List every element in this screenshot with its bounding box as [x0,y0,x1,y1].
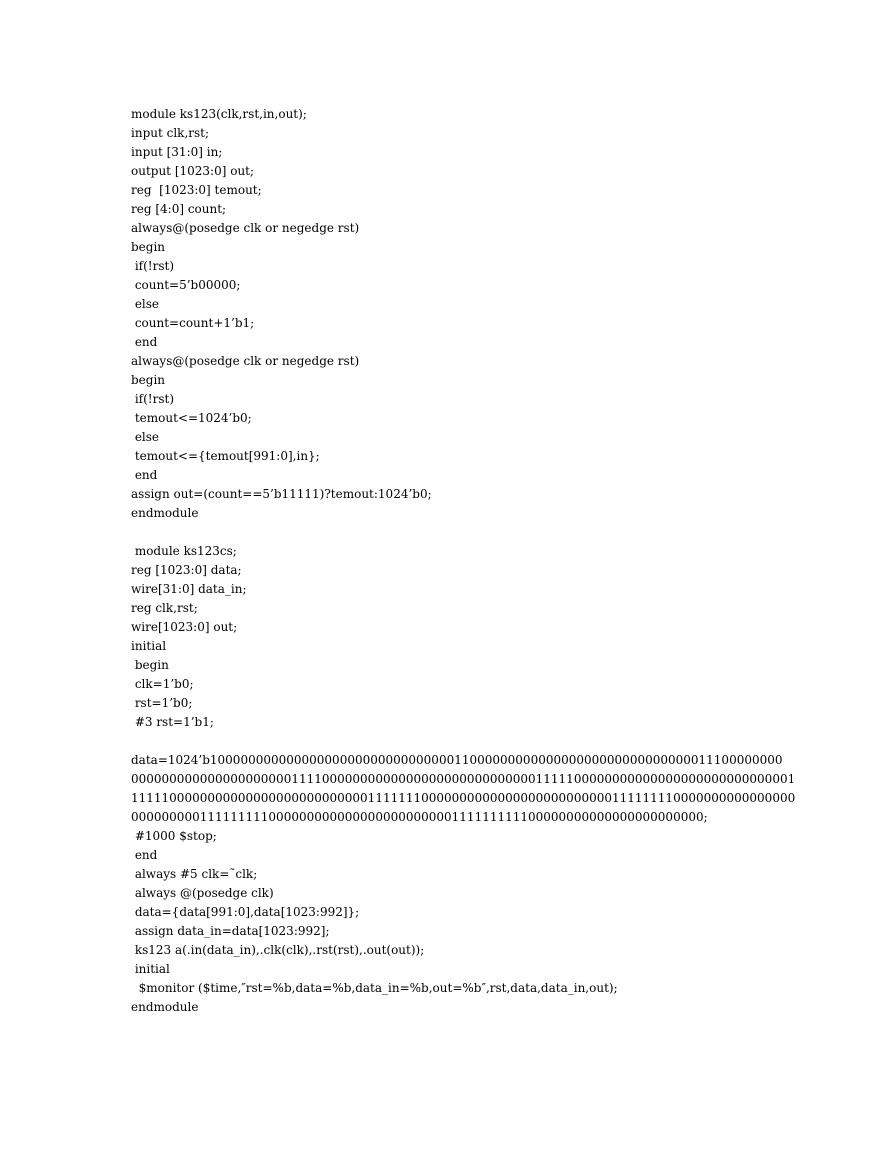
code-line: #3 rst=1’b1; [131,715,214,729]
code-line: 111110000000000000000000000000011111110000000000000000000000000111111110000000000000000 [131,791,796,805]
code-line: assign data_in=data[1023:992]; [131,924,330,938]
code-line: if(!rst) [131,392,174,406]
code-line: clk=1’b0; [131,677,194,691]
code-line: output [1023:0] out; [131,164,255,178]
code-line: always #5 clk=˜clk; [131,867,258,881]
code-line: wire[31:0] data_in; [131,582,247,596]
code-line: temout<=1024’b0; [131,411,252,425]
code-line: initial [131,639,167,653]
code-line: reg clk,rst; [131,601,198,615]
code-line: 000000000111111111000000000000000000000000111111111100000000000000000000000; [131,810,708,824]
code-line: module ks123cs; [131,544,237,558]
code-line: input clk,rst; [131,126,210,140]
code-line: assign out=(count==5’b11111)?temout:1024’b0; [131,487,432,501]
code-line: 000000000000000000000111100000000000000000000000000001111100000000000000000000000000001 [131,772,796,786]
code-line: always @(posedge clk) [131,886,274,900]
code-line: reg [1023:0] data; [131,563,242,577]
code-line: wire[1023:0] out; [131,620,238,634]
code-line: always@(posedge clk or negedge rst) [131,221,360,235]
code-line: rst=1’b0; [131,696,193,710]
code-line: module ks123(clk,rst,in,out); [131,107,307,121]
code-line: ks123 a(.in(data_in),.clk(clk),.rst(rst),.out(out)); [131,943,425,957]
code-line: count=count+1’b1; [131,316,255,330]
code-line [131,732,791,751]
code-line: end [131,848,158,862]
code-line: endmodule [131,1000,199,1014]
code-line: else [131,297,160,311]
code-line: endmodule [131,506,199,520]
code-line: temout<={temout[991:0],in}; [131,449,320,463]
code-line: #1000 $stop; [131,829,217,843]
code-line: reg [1023:0] temout; [131,183,262,197]
code-listing [131,105,796,1017]
code-line: else [131,430,160,444]
code-line: end [131,468,158,482]
code-line: always@(posedge clk or negedge rst) [131,354,360,368]
code-line: data={data[991:0],data[1023:992]}; [131,905,360,919]
code-line: input [31:0] in; [131,145,223,159]
code-line: begin [131,658,169,672]
code-line: count=5’b00000; [131,278,241,292]
code-line: begin [131,373,166,387]
code-line: $monitor ($time,″rst=%b,data=%b,data_in=%b,out=%b″,rst,data,data_in,out); [131,981,618,995]
code-line: initial [131,962,170,976]
code-line: if(!rst) [131,259,174,273]
code-line [131,523,791,542]
code-line: begin [131,240,166,254]
code-line: data=1024’b100000000000000000000000000000001100000000000000000000000000000011100000000 [131,753,783,767]
code-line: reg [4:0] count; [131,202,227,216]
code-line: end [131,335,158,349]
